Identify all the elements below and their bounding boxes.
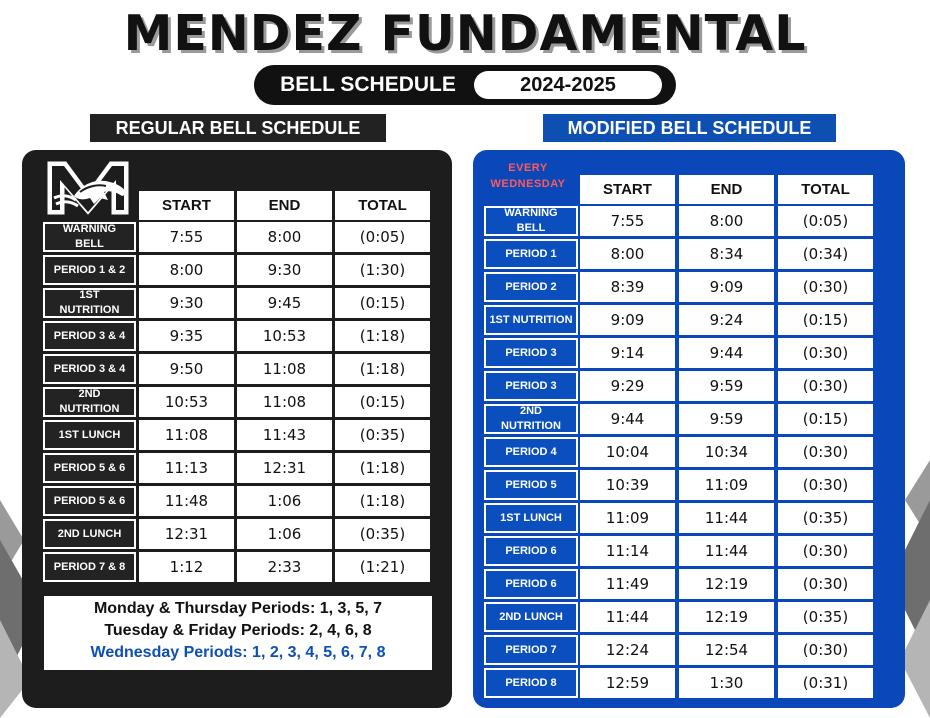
cell-end: 9:59 [679,371,774,401]
cell-total: (0:30) [778,272,873,302]
cell-start: 11:13 [139,453,234,483]
cell-total: (0:35) [335,519,430,549]
cell-end: 8:00 [679,206,774,236]
row-label: 1ST LUNCH [484,503,578,533]
bell-schedule-banner [254,65,676,105]
cell-total: (1:18) [335,486,430,516]
cell-total: (1:18) [335,354,430,384]
column-header-start: START [139,191,234,220]
row-label: PERIOD 3 [484,338,578,368]
row-label: PERIOD 6 [484,536,578,566]
cell-start: 11:09 [580,503,675,533]
cell-total: (0:35) [778,602,873,632]
row-label: 2ND NUTRITION [484,404,578,434]
cell-start: 11:14 [580,536,675,566]
cell-start: 11:44 [580,602,675,632]
cell-start: 10:39 [580,470,675,500]
cell-end: 11:44 [679,536,774,566]
note-monday-thursday: Monday & Thursday Periods: 1, 3, 5, 7 [93,600,383,617]
cell-total: (0:31) [778,668,873,698]
page-title: MENDEZ FUNDAMENTAL [123,5,807,62]
cell-end: 12:19 [679,602,774,632]
cell-total: (0:30) [778,470,873,500]
cell-start: 1:12 [139,552,234,582]
cell-total: (0:35) [778,503,873,533]
cell-end: 10:34 [679,437,774,467]
cell-end: 11:08 [237,387,332,417]
cell-start: 12:24 [580,635,675,665]
cell-start: 9:14 [580,338,675,368]
cell-end: 1:06 [237,519,332,549]
cell-total: (1:18) [335,453,430,483]
cell-end: 12:19 [679,569,774,599]
cell-start: 7:55 [139,222,234,252]
note-wednesday: Wednesday Periods: 1, 2, 3, 4, 5, 6, 7, 8 [90,644,386,661]
cell-total: (0:05) [778,206,873,236]
row-label: WARNING BELL [43,222,136,252]
cell-end: 9:09 [679,272,774,302]
cell-total: (0:30) [778,569,873,599]
cell-total: (0:30) [778,437,873,467]
cell-end: 11:09 [679,470,774,500]
row-label: PERIOD 3 [484,371,578,401]
cell-end: 12:54 [679,635,774,665]
column-header-start: START [580,175,675,204]
every-wednesday-label: EVERY WEDNESDAY [490,162,566,190]
cell-start: 11:48 [139,486,234,516]
cell-start: 7:55 [580,206,675,236]
cell-start: 8:00 [139,255,234,285]
column-header-end: END [679,175,774,204]
row-label: PERIOD 7 & 8 [43,552,136,582]
cell-end: 8:34 [679,239,774,269]
mustang-logo-icon [44,156,132,218]
cell-start: 9:29 [580,371,675,401]
cell-start: 12:31 [139,519,234,549]
cell-start: 8:39 [580,272,675,302]
column-header-total: TOTAL [778,175,873,204]
cell-start: 9:30 [139,288,234,318]
cell-end: 9:24 [679,305,774,335]
cell-start: 11:08 [139,420,234,450]
cell-total: (1:21) [335,552,430,582]
cell-total: (0:34) [778,239,873,269]
cell-start: 9:35 [139,321,234,351]
cell-start: 10:53 [139,387,234,417]
cell-end: 12:31 [237,453,332,483]
cell-total: (0:15) [335,387,430,417]
cell-end: 11:08 [237,354,332,384]
cell-total: (0:35) [335,420,430,450]
cell-end: 8:00 [237,222,332,252]
cell-start: 11:49 [580,569,675,599]
row-label: PERIOD 8 [484,668,578,698]
row-label: PERIOD 4 [484,437,578,467]
row-label: WARNING BELL [484,206,578,236]
cell-end: 1:30 [679,668,774,698]
banner-label: BELL SCHEDULE [280,73,456,96]
cell-total: (0:30) [778,536,873,566]
cell-end: 2:33 [237,552,332,582]
row-label: 2ND LUNCH [484,602,578,632]
row-label: PERIOD 5 & 6 [43,453,136,483]
cell-end: 11:43 [237,420,332,450]
period-notes [44,596,432,670]
cell-total: (0:15) [335,288,430,318]
cell-total: (0:05) [335,222,430,252]
cell-end: 9:45 [237,288,332,318]
note-tuesday-friday: Tuesday & Friday Periods: 2, 4, 6, 8 [104,622,372,639]
cell-end: 9:30 [237,255,332,285]
cell-end: 11:44 [679,503,774,533]
row-label: PERIOD 6 [484,569,578,599]
cell-end: 9:59 [679,404,774,434]
row-label: PERIOD 1 [484,239,578,269]
regular-schedule-heading: REGULAR BELL SCHEDULE [90,114,386,142]
cell-total: (0:30) [778,338,873,368]
column-header-end: END [237,191,332,220]
row-label: 1ST NUTRITION [43,288,136,318]
row-label: PERIOD 3 & 4 [43,321,136,351]
row-label: 2ND LUNCH [43,519,136,549]
cell-end: 10:53 [237,321,332,351]
row-label: 1ST NUTRITION [484,305,578,335]
modified-schedule-heading: MODIFIED BELL SCHEDULE [543,114,836,142]
cell-start: 10:04 [580,437,675,467]
cell-total: (0:30) [778,635,873,665]
row-label: 2ND NUTRITION [43,387,136,417]
cell-total: (1:18) [335,321,430,351]
row-label: PERIOD 1 & 2 [43,255,136,285]
cell-end: 1:06 [237,486,332,516]
row-label: PERIOD 3 & 4 [43,354,136,384]
cell-start: 12:59 [580,668,675,698]
banner-year: 2024-2025 [474,71,662,99]
cell-start: 9:50 [139,354,234,384]
cell-end: 9:44 [679,338,774,368]
cell-start: 8:00 [580,239,675,269]
row-label: PERIOD 7 [484,635,578,665]
cell-start: 9:09 [580,305,675,335]
cell-total: (1:30) [335,255,430,285]
row-label: PERIOD 5 & 6 [43,486,136,516]
row-label: PERIOD 2 [484,272,578,302]
cell-total: (0:15) [778,404,873,434]
cell-start: 9:44 [580,404,675,434]
row-label: 1ST LUNCH [43,420,136,450]
row-label: PERIOD 5 [484,470,578,500]
column-header-total: TOTAL [335,191,430,220]
cell-total: (0:30) [778,371,873,401]
cell-total: (0:15) [778,305,873,335]
